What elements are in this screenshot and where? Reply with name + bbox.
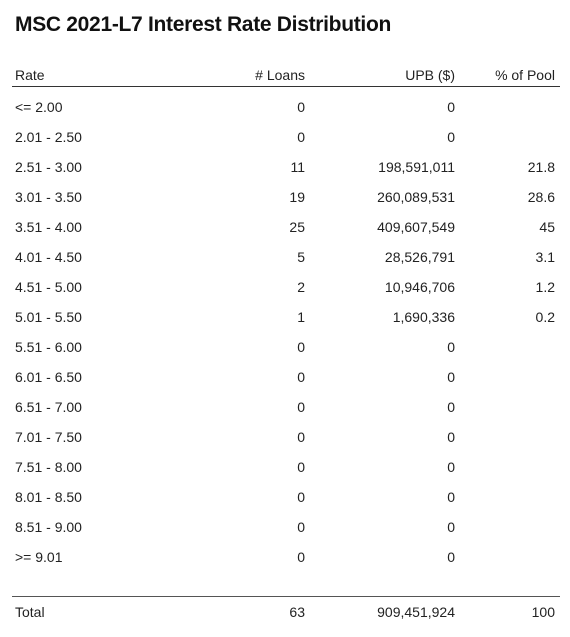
cell-upb: 0 [447,399,455,415]
column-header-rate: Rate [15,67,45,83]
cell-upb: 0 [447,549,455,565]
total-label: Total [15,604,45,620]
cell-loans: 0 [297,429,305,445]
cell-upb: 0 [447,429,455,445]
cell-upb: 0 [447,459,455,475]
table-row [12,152,560,182]
cell-upb: 198,591,011 [378,159,455,175]
cell-upb: 0 [447,339,455,355]
total-loans: 63 [289,604,305,620]
cell-rate: 3.01 - 3.50 [15,189,82,205]
table-row [12,122,560,152]
table-row [12,242,560,272]
cell-rate: 4.51 - 5.00 [15,279,82,295]
cell-pool: 1.2 [535,279,555,295]
cell-loans: 0 [297,459,305,475]
column-header-upb: UPB ($) [405,67,455,83]
total-pool: 100 [531,604,555,620]
table-row [12,422,560,452]
cell-loans: 0 [297,129,305,145]
cell-pool: 3.1 [535,249,555,265]
table-row [12,272,560,302]
cell-upb: 409,607,549 [377,219,455,235]
cell-loans: 5 [297,249,305,265]
cell-rate: 4.01 - 4.50 [15,249,82,265]
cell-upb: 0 [447,489,455,505]
total-upb: 909,451,924 [377,604,455,620]
cell-loans: 19 [289,189,305,205]
cell-upb: 1,690,336 [392,309,455,325]
table-total-row [12,596,560,632]
cell-loans: 0 [297,369,305,385]
cell-loans: 0 [297,549,305,565]
cell-rate: 2.51 - 3.00 [15,159,82,175]
column-header-pool: % of Pool [495,67,555,83]
table-header [12,64,560,87]
table-row [12,452,560,482]
page-title: MSC 2021-L7 Interest Rate Distribution [15,13,392,36]
table-row [12,362,560,392]
table-row [12,182,560,212]
table-row [12,542,560,572]
cell-loans: 0 [297,519,305,535]
cell-upb: 0 [447,99,455,115]
column-header-loans: # Loans [255,67,305,83]
cell-pool: 21.8 [527,159,555,175]
cell-loans: 0 [297,399,305,415]
table-row [12,512,560,542]
cell-rate: <= 2.00 [15,99,63,115]
cell-upb: 260,089,531 [377,189,455,205]
cell-rate: 6.01 - 6.50 [15,369,82,385]
cell-pool: 45 [539,219,555,235]
table-body [12,87,560,572]
cell-rate: 5.51 - 6.00 [15,339,82,355]
cell-rate: >= 9.01 [15,549,63,565]
cell-loans: 0 [297,489,305,505]
cell-upb: 0 [447,369,455,385]
cell-loans: 25 [289,219,305,235]
cell-loans: 0 [297,99,305,115]
cell-loans: 1 [297,309,305,325]
cell-rate: 7.01 - 7.50 [15,429,82,445]
cell-rate: 3.51 - 4.00 [15,219,82,235]
cell-upb: 0 [447,519,455,535]
table-row [12,392,560,422]
cell-upb: 10,946,706 [384,279,455,295]
table-row [12,332,560,362]
cell-pool: 28.6 [527,189,555,205]
table-row [12,92,560,122]
cell-rate: 6.51 - 7.00 [15,399,82,415]
cell-rate: 5.01 - 5.50 [15,309,82,325]
cell-rate: 8.01 - 8.50 [15,489,82,505]
cell-rate: 8.51 - 9.00 [15,519,82,535]
cell-loans: 0 [297,339,305,355]
cell-rate: 2.01 - 2.50 [15,129,82,145]
cell-upb: 28,526,791 [384,249,455,265]
table-row [12,482,560,512]
cell-loans: 11 [290,159,305,175]
cell-pool: 0.2 [535,309,555,325]
table-row [12,302,560,332]
cell-rate: 7.51 - 8.00 [15,459,82,475]
interest-rate-table [12,64,560,620]
table-row [12,212,560,242]
cell-upb: 0 [447,129,455,145]
cell-loans: 2 [297,279,305,295]
